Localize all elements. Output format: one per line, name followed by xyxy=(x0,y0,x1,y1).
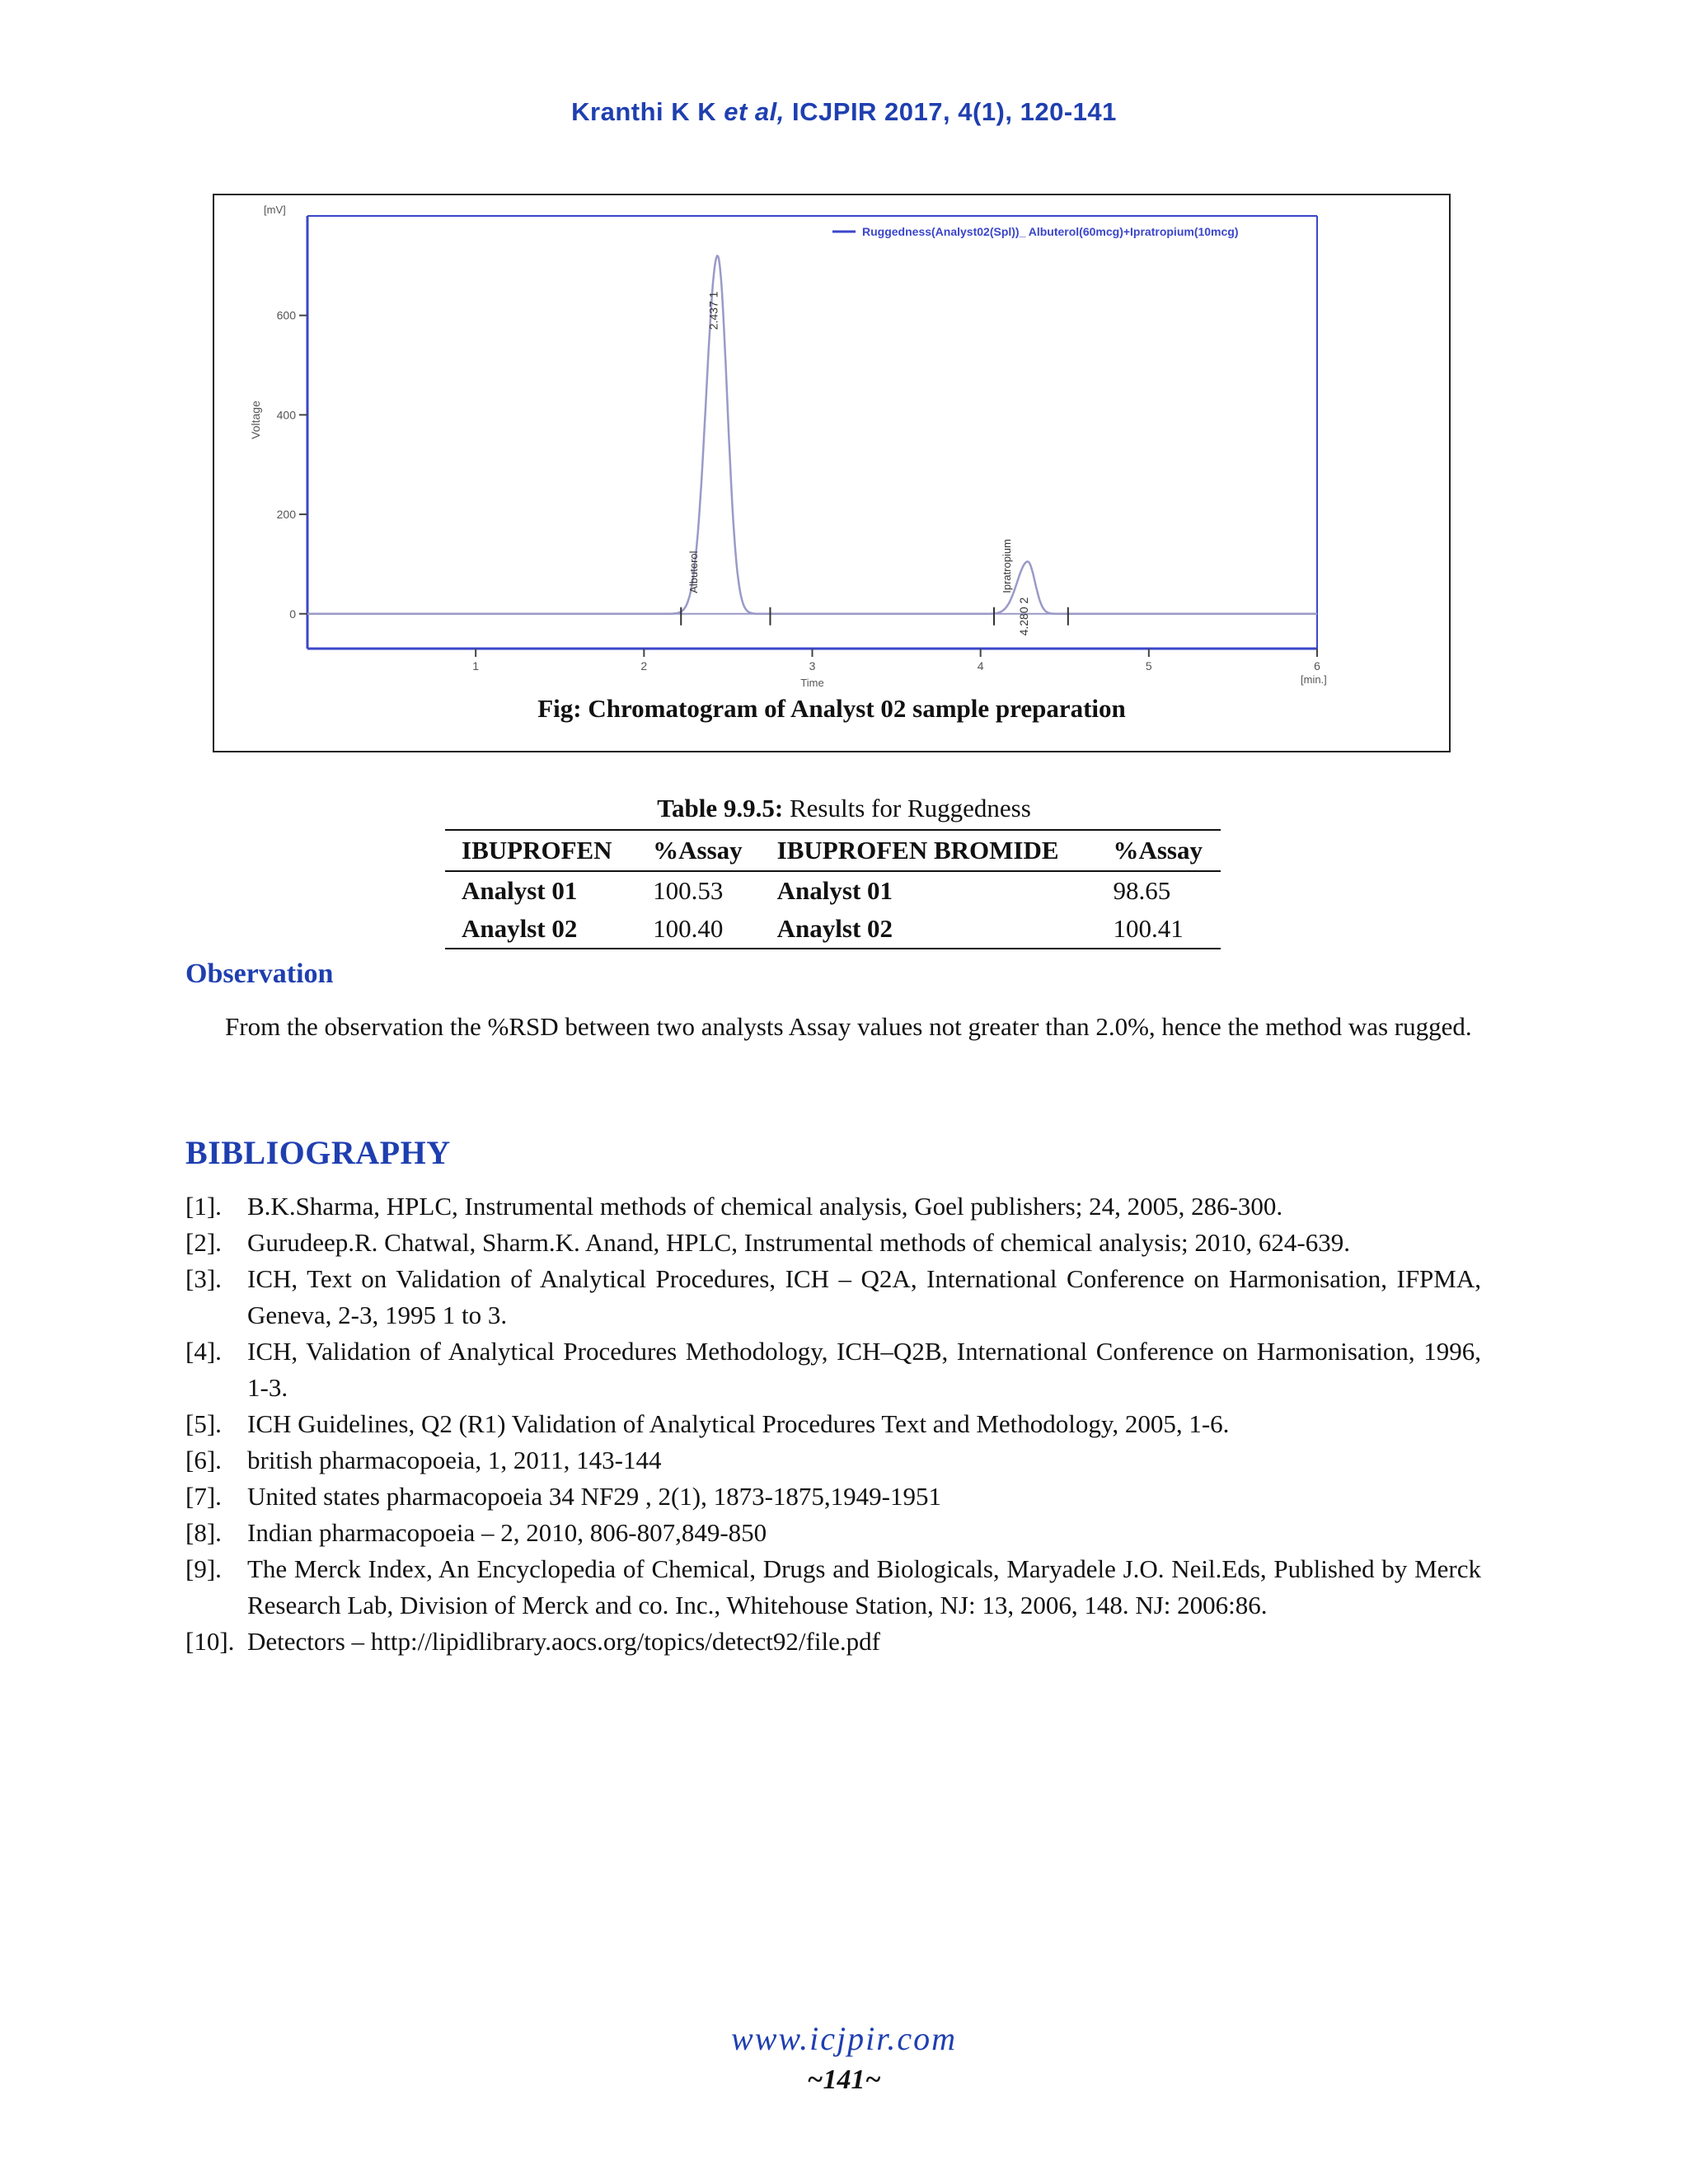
table-cell: Analyst 01 xyxy=(462,876,578,905)
header-journal: ICJPIR 2017, 4(1), 120-141 xyxy=(792,97,1117,126)
bibliography-text: B.K.Sharma, HPLC, Instrumental methods of chemical analysis, Goel publishers; 24, 2005, 286-300. xyxy=(247,1192,1283,1221)
bibliography-text: british pharmacopoeia, 1, 2011, 143-144 xyxy=(247,1446,662,1474)
peak-retention-label: 2.437 1 xyxy=(706,291,720,330)
bibliography-text: Indian pharmacopoeia – 2, 2010, 806-807,849-850 xyxy=(247,1518,767,1547)
bibliography-item xyxy=(185,1188,1481,1225)
peak-retention-label: 4.280 2 xyxy=(1016,597,1030,636)
chromatogram-trace xyxy=(307,256,1317,614)
bibliography-item xyxy=(185,1225,1481,1261)
y-tick-label: 0 xyxy=(289,607,296,621)
figure-caption: Fig: Chromatogram of Analyst 02 sample preparation xyxy=(537,694,1126,723)
bibliography-text: The Merck Index, An Encyclopedia of Chemical, Drugs and Biologicals, Maryadele J.O. Neil.Eds, Published by Merck Research Lab, Division of Merck and co. Inc., Whitehouse Station, NJ: 13, 2006, 148. NJ: 2006:86. xyxy=(247,1554,1481,1619)
running-header xyxy=(0,97,1688,127)
bibliography-item xyxy=(185,1515,1481,1551)
table-header-cell: IBUPROFEN xyxy=(445,830,636,871)
bibliography-text: ICH, Validation of Analytical Procedures Methodology, ICH–Q2B, International Conference on Harmonisation, 1996, 1-3. xyxy=(247,1337,1481,1402)
observation-heading: Observation xyxy=(185,958,334,989)
bibliography-number: [8]. xyxy=(185,1518,222,1547)
bibliography-text: Detectors – http://lipidlibrary.aocs.org/topics/detect92/file.pdf xyxy=(247,1627,880,1656)
peak-name-label: Ipratropium xyxy=(1001,539,1013,593)
x-tick-label: 4 xyxy=(977,659,984,673)
bibliography-list xyxy=(185,1188,1481,1660)
bibliography-text: Gurudeep.R. Chatwal, Sharm.K. Anand, HPLC, Instrumental methods of chemical analysis; 2010, 624-639. xyxy=(247,1228,1350,1257)
bibliography-number: [5]. xyxy=(185,1409,222,1438)
bibliography-item xyxy=(185,1624,1481,1660)
bibliography-item xyxy=(185,1479,1481,1515)
table-caption-text: Results for Ruggedness xyxy=(783,794,1031,823)
bibliography-text: United states pharmacopoeia 34 NF29 , 2(1), 1873-1875,1949-1951 xyxy=(247,1482,942,1511)
table-cell: 100.53 xyxy=(653,876,724,905)
y-tick-label: 200 xyxy=(276,508,296,522)
ruggedness-table xyxy=(445,829,1221,949)
table-cell: Anaylst 02 xyxy=(445,910,636,949)
x-axis-label: Time xyxy=(800,677,824,689)
table-header-cell: IBUPROFEN BROMIDE xyxy=(761,830,1097,871)
table-cell: Anaylst 02 xyxy=(761,910,1097,949)
bibliography-number: [10]. xyxy=(185,1627,235,1656)
bibliography-heading: BIBLIOGRAPHY xyxy=(185,1134,451,1171)
legend-label: Ruggedness(Analyst02(Spl))_ Albuterol(60mcg)+Ipratropium(10mcg) xyxy=(862,225,1239,238)
bibliography-number: [9]. xyxy=(185,1554,222,1583)
y-tick-label: 600 xyxy=(276,308,296,322)
x-tick-label: 6 xyxy=(1314,659,1320,673)
table-row xyxy=(445,871,1221,910)
bibliography-number: [3]. xyxy=(185,1264,222,1293)
y-unit-label: [mV] xyxy=(264,204,286,216)
footer-url: www.icjpir.com xyxy=(731,2020,957,2057)
table-caption xyxy=(0,794,1688,823)
bibliography-number: [2]. xyxy=(185,1228,222,1257)
header-etal: et al, xyxy=(724,97,785,126)
observation-paragraph: From the observation the %RSD between two analysts Assay values not greater than 2.0%, hence the method was rugged. xyxy=(225,1012,1472,1041)
table-header-cell: %Assay xyxy=(1096,830,1221,871)
bibliography-number: [7]. xyxy=(185,1482,222,1511)
table-cell: Analyst 01 xyxy=(776,876,893,905)
table-cell: 98.65 xyxy=(1113,876,1171,905)
bibliography-item xyxy=(185,1551,1481,1624)
header-authors: Kranthi K K xyxy=(571,97,717,126)
y-axis-label: Voltage xyxy=(249,401,262,439)
bibliography-item xyxy=(185,1442,1481,1479)
chromatogram-figure xyxy=(213,194,1451,752)
x-tick-label: 3 xyxy=(809,659,816,673)
page-number: ~141~ xyxy=(807,2064,881,2095)
table-caption-number: Table 9.9.5: xyxy=(657,794,784,823)
x-tick-label: 5 xyxy=(1145,659,1152,673)
table-cell: 100.41 xyxy=(1096,910,1221,949)
table-header-row xyxy=(445,830,1221,871)
table-cell: 100.40 xyxy=(636,910,761,949)
table-row xyxy=(445,910,1221,949)
peak-name-label: Albuterol xyxy=(687,551,701,593)
x-tick-label: 2 xyxy=(640,659,648,673)
bibliography-item xyxy=(185,1406,1481,1442)
bibliography-text: ICH Guidelines, Q2 (R1) Validation of Analytical Procedures Text and Methodology, 2005, 1-6. xyxy=(247,1409,1230,1438)
bibliography-number: [1]. xyxy=(185,1192,222,1221)
x-unit-label: [min.] xyxy=(1301,673,1327,686)
chromatogram-chart xyxy=(214,195,1449,690)
bibliography-item xyxy=(185,1333,1481,1406)
y-tick-label: 400 xyxy=(276,408,296,422)
bibliography-number: [6]. xyxy=(185,1446,222,1474)
table-header-cell: %Assay xyxy=(636,830,761,871)
x-tick-label: 1 xyxy=(472,659,480,673)
bibliography-number: [4]. xyxy=(185,1337,222,1366)
bibliography-item xyxy=(185,1261,1481,1333)
bibliography-text: ICH, Text on Validation of Analytical Procedures, ICH – Q2A, International Conference on Harmonisation, IFPMA, Geneva, 2-3, 1995 1 to 3. xyxy=(247,1264,1481,1329)
